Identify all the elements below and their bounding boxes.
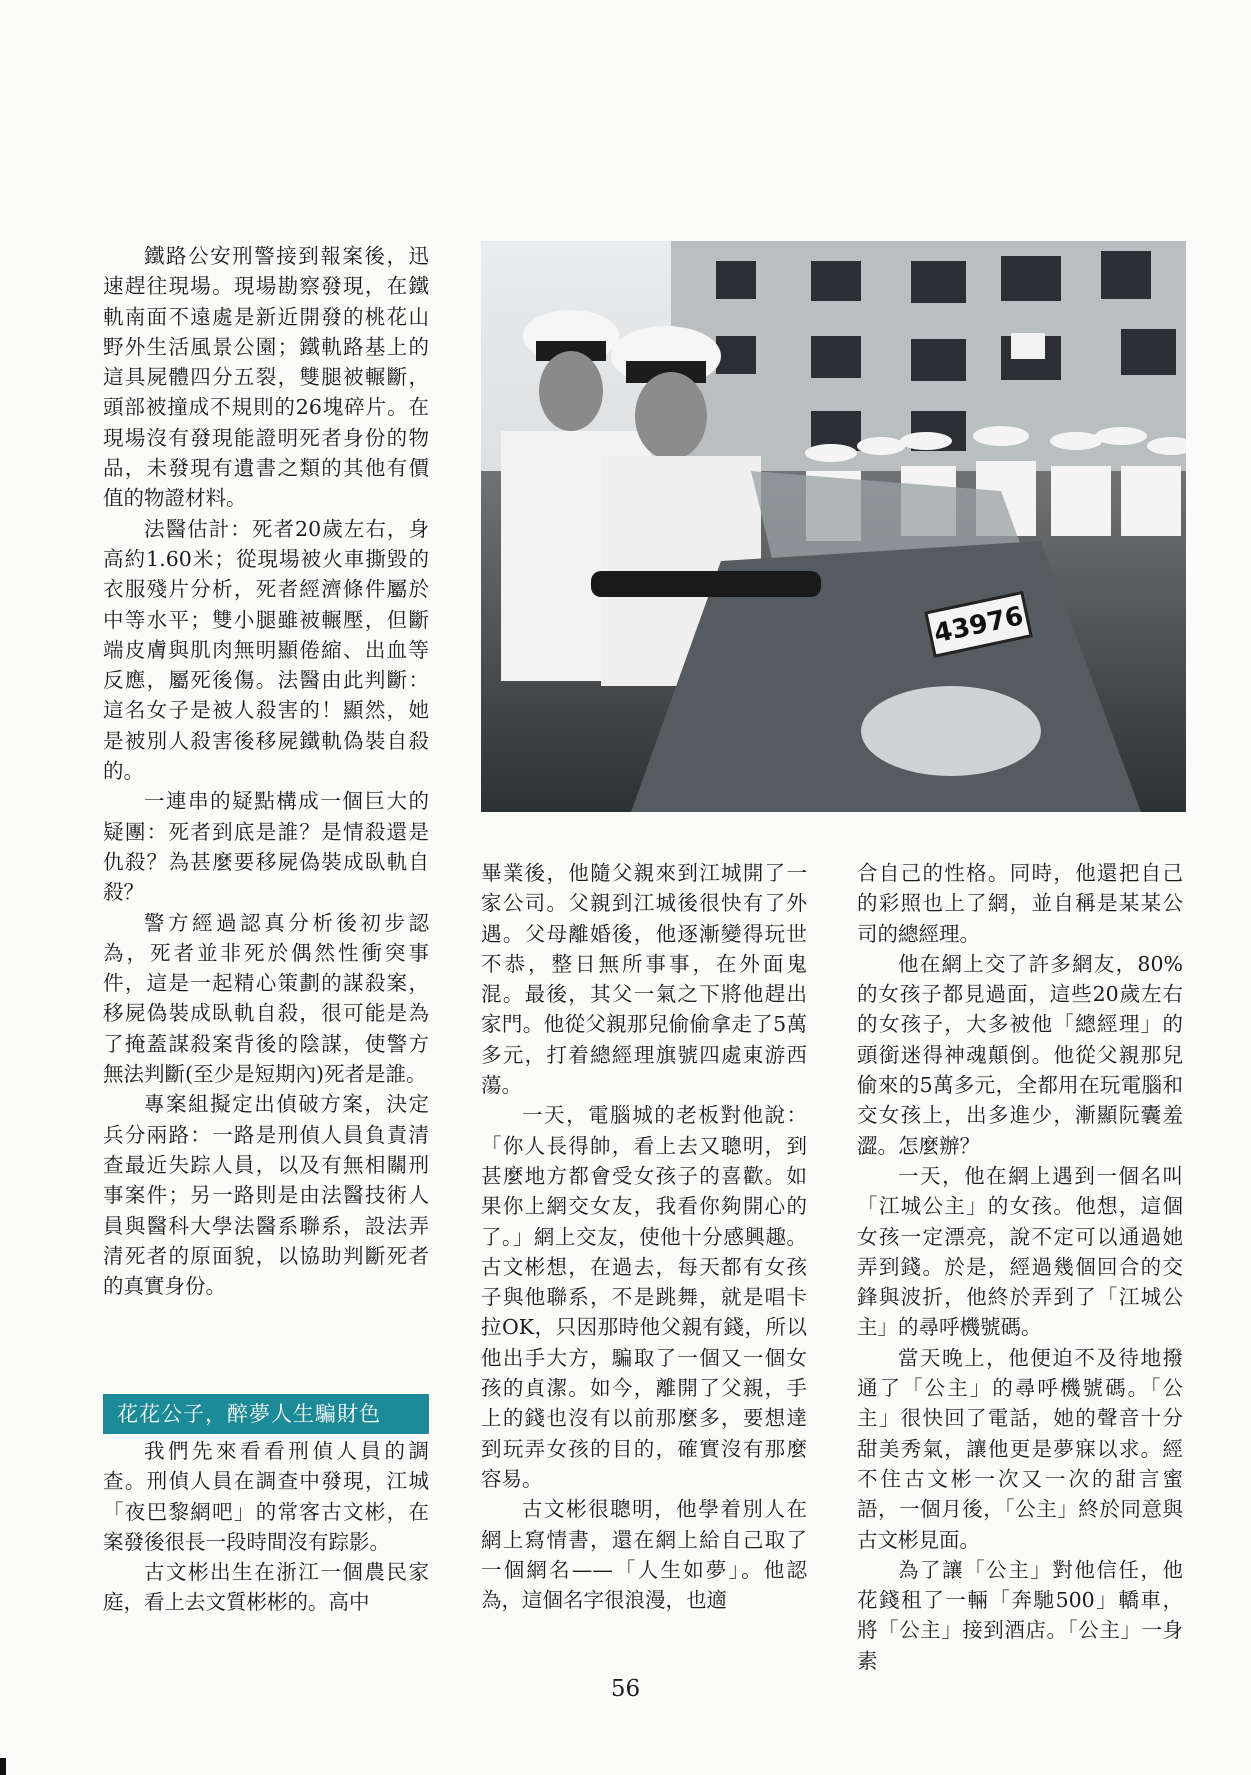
paragraph: 我們先來看看刑偵人員的調查。刑偵人員在調查中發現，江城「夜巴黎網吧」的常客古文彬，在案發後很長一段時間沒有踪影。 (103, 1439, 429, 1554)
paragraph: 一連串的疑點構成一個巨大的疑團：死者到底是誰？是情殺還是仇殺？為甚麼要移屍偽裝成臥軌自殺？ (103, 789, 429, 905)
paragraph: 畢業後，他隨父親來到江城開了一家公司。父親到江城後很快有了外遇。父母離婚後，他逐漸變得玩世不恭，整日無所事事，在外面鬼混。最後，其父一氣之下將他趕出家門。他從父親那兒偷偷拿走了5萬多元，打着總經理旗號四處東游西蕩。 (481, 861, 807, 1098)
paragraph: 鐵路公安刑警接到報案後，迅速趕往現場。現場勘察發現，在鐵軌南面不遠處是新近開發的桃花山野外生活風景公園；鐵軌路基上的這具屍體四分五裂，雙腿被輾斷，頭部被撞成不規則的26塊碎片。在現場沒有發現能證明死者身份的物品，未發現有遺書之類的其他有價值的物證材料。 (103, 244, 429, 511)
paragraph: 當天晚上，他便迫不及待地撥通了「公主」的尋呼機號碼。「公主」很快回了電話，她的聲音十分甜美秀氣，讓他更是夢寐以求。經不住古文彬一次又一次的甜言蜜語，一個月後，「公主」終於同意與古文彬見面。 (857, 1345, 1183, 1552)
paragraph: 警方經過認真分析後初步認為，死者並非死於偶然性衝突事件，這是一起精心策劃的謀殺案，移屍偽裝成臥軌自殺，很可能是為了掩蓋謀殺案背後的陰謀，使警方無法判斷(至少是短期內)死者是誰。 (103, 910, 429, 1087)
license-plate-text: 43976 (931, 601, 1027, 650)
paragraph: 合自己的性格。同時，他還把自己的彩照也上了網，並自稱是某某公司的總經理。 (857, 861, 1183, 946)
paragraph: 法醫估計：死者20歲左右，身高約1.60米；從現場被火車撕毀的衣服殘片分析，死者經濟條件屬於中等水平；雙小腿雖被輾壓，但斷端皮膚與肌肉無明顯倦縮、出血等反應，屬死後傷。法醫由此判斷：這名女子是被人殺害的！顯然，她是被別人殺害後移屍鐵軌偽裝自殺的。 (103, 516, 429, 784)
paragraph: 古文彬很聰明，他學着別人在網上寫情書，還在網上給自己取了一個網名——「人生如夢」。他認為，這個名字很浪漫，也適 (481, 1497, 807, 1613)
paragraph: 專案組擬定出偵破方案，決定兵分兩路：一路是刑偵人員負責清查最近失踪人員，以及有無相關刑事案件；另一路則是由法醫技術人員與醫科大學法醫系聯系，設法弄清死者的原面貌，以協助判斷死者的真實身份。 (103, 1092, 429, 1299)
police-motorcycle-photo (481, 241, 1186, 812)
article-column-3 (857, 858, 1183, 1676)
article-column-2 (481, 858, 807, 1615)
paragraph: 古文彬出生在浙江一個農民家庭，看上去文質彬彬的。高中 (103, 1560, 429, 1615)
paragraph: 他在網上交了許多網友，80%的女孩子都見過面，這些20歲左右的女孩子，大多被他「總經理」的頭銜迷得神魂顛倒。他從父親那兒偷來的5萬多元，全都用在玩電腦和交女孩上，出多進少，漸顯阮囊羞澀。怎麼辦？ (857, 951, 1183, 1158)
paragraph: 為了讓「公主」對他信任，他花錢租了一輛「奔馳500」轎車，將「公主」接到酒店。「公主」一身素 (857, 1557, 1183, 1673)
page-number: 56 (610, 1676, 641, 1702)
article-column-1 (103, 241, 429, 1301)
article-column-1-continued (103, 1436, 429, 1618)
section-heading: 花花公子，醉夢人生騙財色 (103, 1394, 429, 1434)
paragraph: 一天，電腦城的老板對他說：「你人長得帥，看上去又聰明，到甚麼地方都會受女孩子的喜歡。如果你上網交女友，我看你夠開心的了。」網上交友，使他十分感興趣。古文彬想，在過去，每天都有女孩子與他聯系，不是跳舞，就是唱卡拉OK，只因那時他父親有錢，所以他出手大方，騙取了一個又一個女孩的貞潔。如今，離開了父親，手上的錢也沒有以前那麼多，要想達到玩弄女孩的目的，確實沒有那麼容易。 (481, 1103, 807, 1491)
scan-edge-mark (0, 1758, 6, 1775)
paragraph: 一天，他在網上遇到一個名叫「江城公主」的女孩。他想，這個女孩一定漂亮，說不定可以通過她弄到錢。於是，經過幾個回合的交鋒與波折，他終於弄到了「江城公主」的尋呼機號碼。 (857, 1163, 1183, 1340)
